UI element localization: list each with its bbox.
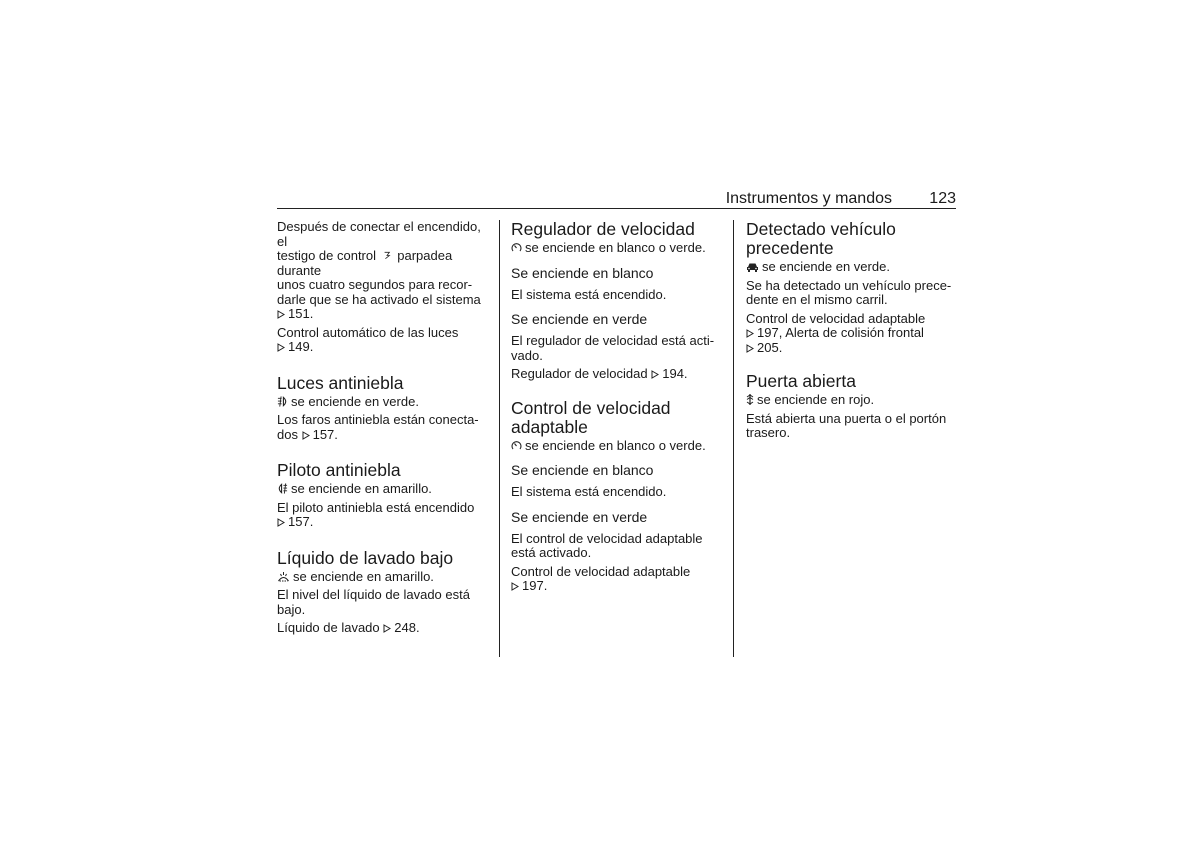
cruise-control-icon bbox=[511, 440, 522, 451]
paragraph: Regulador de velocidad 194. bbox=[511, 366, 688, 381]
page-ref-link[interactable]: 197. bbox=[522, 578, 548, 593]
paragraph: Control automático de las luces 149. bbox=[277, 324, 459, 354]
page-ref-arrow-icon bbox=[746, 344, 754, 353]
paragraph: El nivel del líquido de lavado está bajo. bbox=[277, 587, 470, 617]
heading-liquido-lavado: Líquido de lavado bajo bbox=[277, 547, 454, 568]
subheading: Se enciende en verde bbox=[511, 311, 648, 327]
paragraph: Control de velocidad adaptable 197. bbox=[511, 563, 691, 593]
rear-fog-icon bbox=[277, 483, 288, 494]
heading-piloto-antiniebla: Piloto antiniebla bbox=[277, 460, 401, 480]
paragraph: se enciende en amarillo. bbox=[277, 482, 489, 497]
subheading: Se enciende en blanco bbox=[511, 264, 654, 281]
paragraph: Control de velocidad adaptable 197, Alerta de colisión frontal 205. bbox=[746, 310, 926, 355]
heading-regulador-velocidad: Regulador de velocidad bbox=[511, 219, 695, 239]
page-ref-link[interactable]: 151. bbox=[288, 306, 314, 321]
subheading: Se enciende en blanco bbox=[511, 462, 654, 478]
paragraph: El piloto antiniebla está encendido 157. bbox=[277, 499, 475, 529]
page-ref-arrow-icon bbox=[651, 370, 659, 379]
paragraph: El sistema está encendido. bbox=[511, 286, 667, 302]
heading-detectado-vehiculo: Detectado vehículo precedente bbox=[746, 219, 896, 258]
paragraph: Está abierta una puerta o el portón trasero. bbox=[746, 410, 947, 440]
column-1 bbox=[277, 220, 489, 636]
paragraph: se enciende en verde. bbox=[746, 260, 956, 275]
cruise-control-icon bbox=[511, 242, 522, 253]
column-divider-1 bbox=[499, 220, 500, 657]
paragraph: El control de velocidad adaptable está activado. bbox=[511, 530, 703, 560]
heading-puerta-abierta: Puerta abierta bbox=[746, 371, 856, 391]
page-ref-link[interactable]: 149. bbox=[288, 339, 314, 354]
page-ref-arrow-icon bbox=[277, 518, 285, 527]
subheading: Se enciende en verde bbox=[511, 508, 648, 525]
column-3 bbox=[746, 220, 956, 441]
column-2 bbox=[511, 220, 723, 594]
paragraph: se enciende en rojo. bbox=[746, 393, 956, 408]
paragraph: Se ha detectado un vehículo prece- dente en el mismo carril. bbox=[746, 277, 952, 307]
paragraph: se enciende en blanco o verde. bbox=[511, 241, 723, 256]
front-fog-icon bbox=[277, 396, 288, 407]
page-ref-link[interactable]: 197, Alerta de colisión frontal bbox=[757, 325, 924, 340]
paragraph: Los faros antiniebla están conecta- dos 157. bbox=[277, 412, 479, 442]
paragraph: se enciende en blanco o verde. bbox=[511, 439, 723, 454]
page-ref-link[interactable]: 157. bbox=[288, 514, 314, 529]
page-ref-arrow-icon bbox=[511, 582, 519, 591]
column-divider-2 bbox=[733, 220, 734, 657]
paragraph: se enciende en amarillo. bbox=[277, 570, 489, 585]
paragraph: El sistema está encendido. bbox=[511, 484, 667, 499]
page-ref-arrow-icon bbox=[277, 310, 285, 319]
heading-control-velocidad-adaptable: Control de velocidad adaptable bbox=[511, 397, 671, 437]
header-rule bbox=[277, 208, 956, 209]
page-ref-arrow-icon bbox=[277, 343, 285, 352]
intro-paragraph: Después de conectar el encendido, el testigo de control parpadea durante unos cuatro segundos para recor- darle que se ha activado el sistema 151. bbox=[277, 219, 481, 321]
vehicle-ahead-icon bbox=[746, 261, 759, 272]
section-title: Instrumentos y mandos bbox=[725, 190, 892, 207]
page-ref-link[interactable]: 205. bbox=[757, 339, 783, 355]
page-ref-arrow-icon bbox=[383, 624, 391, 633]
page-header bbox=[277, 189, 956, 208]
paragraph: Líquido de lavado 248. bbox=[277, 620, 420, 635]
paragraph: El regulador de velocidad está acti- vado. bbox=[511, 333, 715, 363]
page-number: 123 bbox=[929, 190, 956, 207]
door-open-icon bbox=[746, 394, 754, 405]
washer-fluid-icon bbox=[277, 571, 290, 582]
paragraph: se enciende en verde. bbox=[277, 395, 489, 410]
page-ref-link[interactable]: 157. bbox=[312, 426, 338, 442]
auto-light-icon bbox=[383, 250, 391, 261]
page-ref-arrow-icon bbox=[302, 431, 310, 440]
page-ref-arrow-icon bbox=[746, 329, 754, 338]
page-ref-link[interactable]: 194. bbox=[662, 366, 688, 381]
page-ref-link[interactable]: 248. bbox=[394, 620, 420, 635]
heading-luces-antiniebla: Luces antiniebla bbox=[277, 372, 404, 393]
